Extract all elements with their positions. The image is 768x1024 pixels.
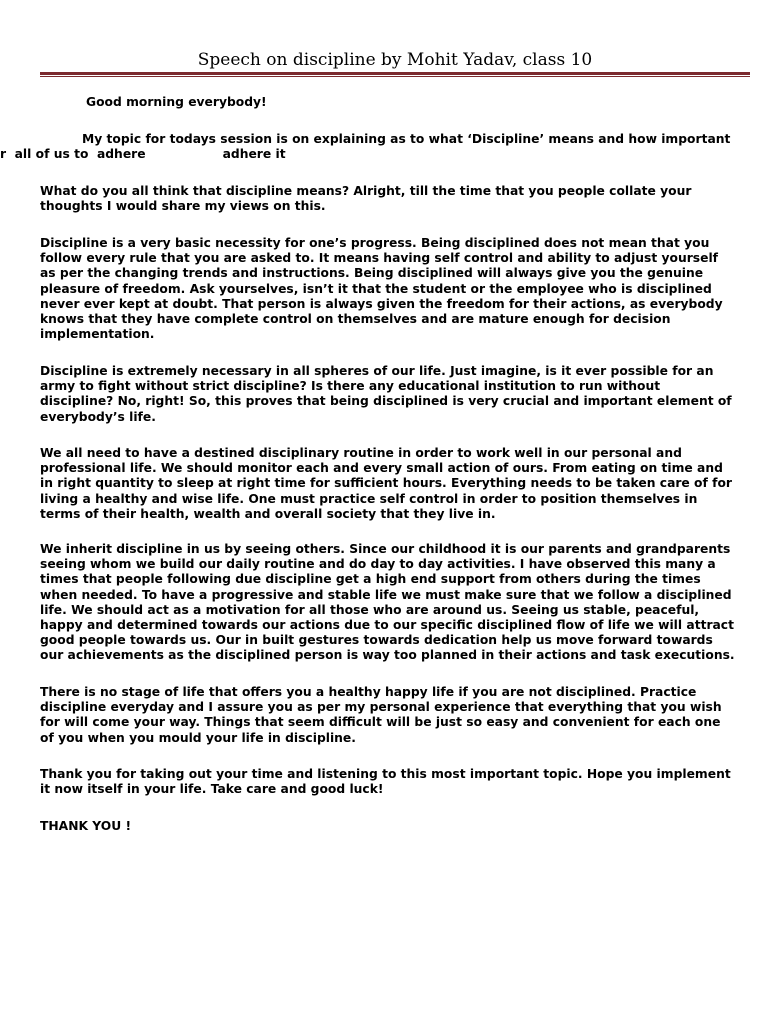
paragraph-line: times that people following due discipline get a high end support from others during the times: [40, 572, 701, 587]
paragraph-line: Thank you for taking out your time and listening to this most important topic. Hope you implement: [40, 767, 731, 781]
paragraph-line: of you when you mould your life in discipline.: [40, 730, 356, 745]
paragraph-line: when needed. To have a progressive and stable life we must make sure that we follow a disciplined: [40, 587, 732, 602]
paragraph-line: What do you all think that discipline means? Alright, till the time that you people collate your: [40, 184, 692, 198]
paragraph-line: for will come your way. Things that seem difficult will be just so easy and convenient for each one: [40, 715, 721, 730]
title-rule-thick: [40, 72, 750, 75]
paragraph-1: [40, 184, 752, 214]
paragraph-7: [40, 767, 752, 797]
paragraph-line: We all need to have a destined disciplinary routine in order to work well in our personal and: [40, 446, 682, 460]
paragraph-line: professional life. We should monitor each and every small action of ours. From eating on time and: [40, 461, 723, 476]
paragraph-line: in right quantity to sleep at right time for sufficient hours. Everything needs to be taken care of for: [40, 476, 732, 491]
paragraph-line: army to fight without strict discipline? Is there any educational institution to run without: [40, 379, 661, 394]
paragraph-line: everybody’s life.: [40, 409, 156, 424]
paragraph-line: Discipline is a very basic necessity for one’s progress. Being disciplined does not mean that you: [40, 236, 710, 250]
paragraph-line: life. We should act as a motivation for all those who are around us. Seeing us stable, peaceful,: [40, 602, 700, 617]
document-title: Speech on discipline by Mohit Yadav, class 10: [197, 50, 593, 70]
paragraph-line: it now itself in your life. Take care and good luck!: [40, 782, 384, 797]
paragraph-line: discipline everyday and I assure you as per my personal experience that everything that you wish: [40, 700, 722, 715]
paragraph-line: implementation.: [40, 327, 155, 342]
paragraph-line: thoughts I would share my views on this.: [40, 199, 326, 214]
paragraph-4: [40, 446, 752, 522]
paragraph-2: [40, 236, 752, 342]
greeting: Good morning everybody!: [86, 95, 267, 109]
paragraph-line: discipline? No, right! So, this proves that being disciplined is very crucial and important element of: [40, 394, 732, 409]
paragraph-line: knows that they have complete control on themselves and are mature enough for decision: [40, 312, 671, 327]
paragraph-line: living a healthy and wise life. One must practice self control in order to position themselves in: [40, 491, 698, 506]
paragraph-line: THANK YOU !: [40, 819, 132, 833]
topic-line-2: r all of us to adhere adhere it: [0, 147, 286, 161]
paragraph-line: terms of their health, wealth and overall society that they live in.: [40, 506, 496, 521]
paragraph-5: [40, 542, 752, 664]
paragraph-line: happy and determined towards our actions due to our specific disciplined flow of life we will attract: [40, 618, 734, 633]
paragraph-line: We inherit discipline in us by seeing others. Since our childhood it is our parents and grandparents: [40, 542, 731, 556]
paragraph-3: [40, 364, 752, 425]
title-rule-thin: [40, 76, 750, 77]
paragraph-6: [40, 685, 752, 746]
paragraph-line: pleasure of freedom. Ask yourselves, isn’t it that the student or the employee who is disciplined: [40, 281, 712, 296]
paragraph-line: good people towards us. Our in built gestures towards dedication help us move forward towards: [40, 633, 713, 648]
paragraph-line: follow every rule that you are asked to. It means having self control and ability to adjust yourself: [40, 251, 719, 266]
paragraph-line: There is no stage of life that offers you a healthy happy life if you are not disciplined. Practice: [40, 685, 697, 699]
paragraph-line: Discipline is extremely necessary in all spheres of our life. Just imagine, is it ever possible for an: [40, 364, 714, 378]
paragraph-8: [40, 819, 752, 834]
topic-line-1: My topic for todays session is on explaining as to what ‘Discipline’ means and how important: [82, 132, 731, 146]
paragraph-line: never ever kept at doubt. That person is always given the freedom for their actions, as everybody: [40, 296, 723, 311]
paragraph-line: our achievements as the disciplined person is way too planned in their actions and task executions.: [40, 648, 735, 663]
paragraph-line: seeing whom we build our daily routine and do day to day activities. I have observed this many a: [40, 557, 716, 572]
paragraph-line: as per the changing trends and instructions. Being disciplined will always give you the genuine: [40, 266, 704, 281]
